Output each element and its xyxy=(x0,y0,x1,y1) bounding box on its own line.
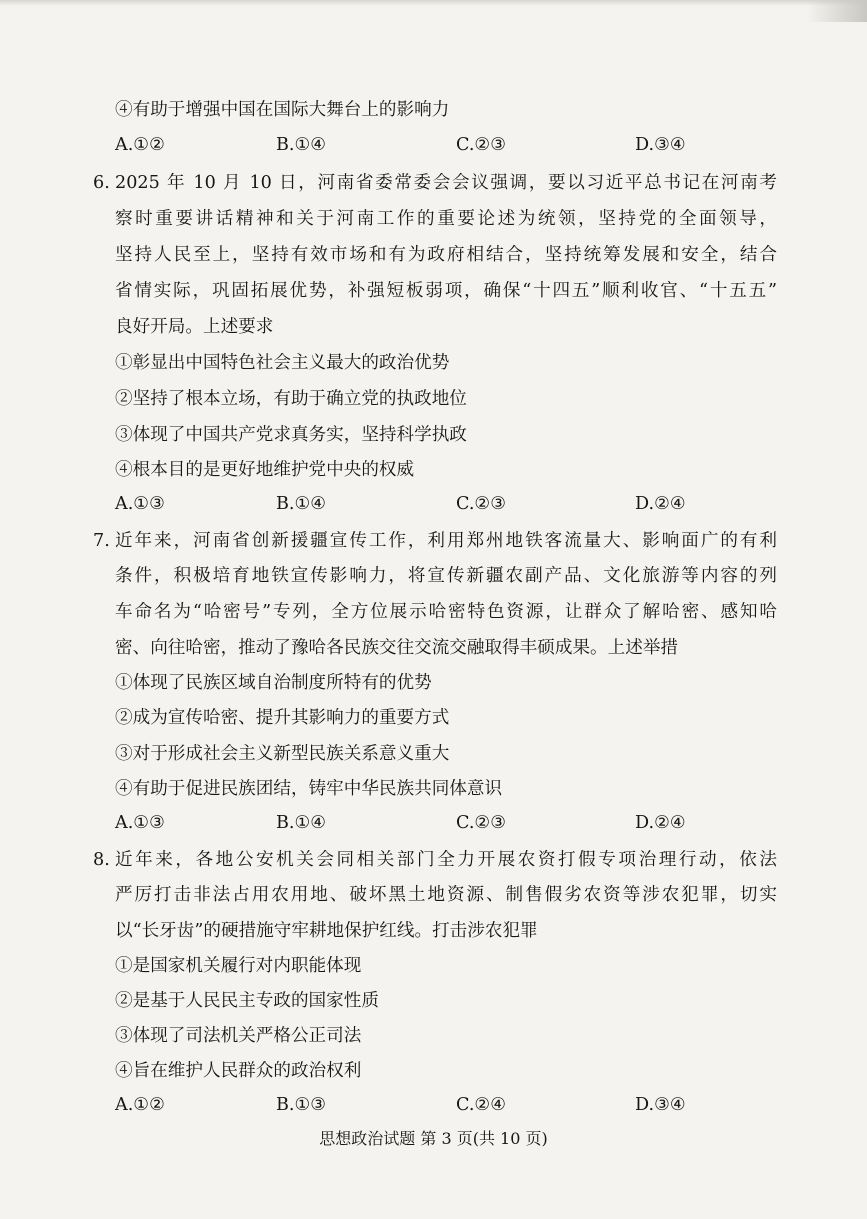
q6-stem-line-3: 坚持人民至上，坚持有效市场和有为政府相结合，坚持统筹发展和安全，结合 xyxy=(115,245,777,265)
q6-options xyxy=(115,492,715,516)
q7-statement-1: ①体现了民族区域自治制度所特有的优势 xyxy=(115,673,432,693)
q7-number: 7. xyxy=(93,531,110,551)
q8-stem-line-3: 以“长牙齿”的硬措施守牢耕地保护红线。打击涉农犯罪 xyxy=(115,921,538,941)
q6-stem-line-1: 2025 年 10 月 10 日，河南省委常委会会议强调，要以习近平总书记在河南考 xyxy=(115,173,777,193)
q7-option-d: D.②④ xyxy=(635,813,686,833)
q8-option-b: B.①③ xyxy=(276,1095,327,1115)
q8-option-a: A.①② xyxy=(115,1095,165,1115)
q7-stem-line-1: 近年来，河南省创新援疆宣传工作，利用郑州地铁客流量大、影响面广的有利 xyxy=(115,531,777,551)
q6-statement-3: ③体现了中国共产党求真务实，坚持科学执政 xyxy=(115,425,467,445)
q7-stem-line-4: 密、向往哈密，推动了豫哈各民族交往交流交融取得丰硕成果。上述举措 xyxy=(115,638,679,658)
q7-statement-4: ④有助于促进民族团结，铸牢中华民族共同体意识 xyxy=(115,779,503,799)
q8-option-c: C.②④ xyxy=(456,1095,506,1115)
q5-statement-4: ④有助于增强中国在国际大舞台上的影响力 xyxy=(115,100,450,120)
q8-statement-2: ②是基于人民民主专政的国家性质 xyxy=(115,991,379,1011)
q8-option-d: D.③④ xyxy=(635,1095,686,1115)
q7-option-a: A.①③ xyxy=(115,813,165,833)
q6-option-c: C.②③ xyxy=(456,494,506,514)
q6-statement-2: ②坚持了根本立场，有助于确立党的执政地位 xyxy=(115,389,467,409)
q7-statement-2: ②成为宣传哈密、提升其影响力的重要方式 xyxy=(115,708,450,728)
q6-number: 6. xyxy=(93,173,110,193)
q5-option-b: B.①④ xyxy=(276,135,327,155)
q6-statement-1: ①彰显出中国特色社会主义最大的政治优势 xyxy=(115,353,450,373)
q5-option-a: A.①② xyxy=(115,135,165,155)
q8-statement-4: ④旨在维护人民群众的政治权利 xyxy=(115,1061,362,1081)
q8-number: 8. xyxy=(93,850,110,870)
q5-option-c: C.②③ xyxy=(456,135,506,155)
q7-options xyxy=(115,811,715,835)
q8-options xyxy=(115,1093,715,1117)
q7-stem-line-2: 条件，积极培育地铁宣传影响力，将宣传新疆农副产品、文化旅游等内容的列 xyxy=(115,566,777,586)
q6-option-b: B.①④ xyxy=(276,494,327,514)
q6-option-d: D.②④ xyxy=(635,494,686,514)
q6-stem-line-2: 察时重要讲话精神和关于河南工作的重要论述为统领，坚持党的全面领导， xyxy=(115,209,777,229)
q6-option-a: A.①③ xyxy=(115,494,165,514)
q7-statement-3: ③对于形成社会主义新型民族关系意义重大 xyxy=(115,744,450,764)
q6-stem-line-4: 省情实际，巩固拓展优势，补强短板弱项，确保“十四五”顺利收官、“十五五” xyxy=(115,281,777,301)
q8-stem-line-1: 近年来，各地公安机关会同相关部门全力开展农资打假专项治理行动，依法 xyxy=(115,850,777,870)
q7-option-c: C.②③ xyxy=(456,813,506,833)
q6-statement-4: ④根本目的是更好地维护党中央的权威 xyxy=(115,460,415,480)
page-footer: 思想政治试题 第 3 页(共 10 页) xyxy=(319,1129,548,1148)
q6-stem-line-5: 良好开局。上述要求 xyxy=(115,317,274,337)
q5-options xyxy=(115,133,715,157)
q8-stem-line-2: 严厉打击非法占用农用地、破坏黑土地资源、制售假劣农资等涉农犯罪，切实 xyxy=(115,885,777,905)
q5-option-d: D.③④ xyxy=(635,135,686,155)
q7-stem-line-3: 车命名为“哈密号”专列，全方位展示哈密特色资源，让群众了解哈密、感知哈 xyxy=(115,602,777,622)
q8-statement-3: ③体现了司法机关严格公正司法 xyxy=(115,1026,362,1046)
q7-option-b: B.①④ xyxy=(276,813,327,833)
q8-statement-1: ①是国家机关履行对内职能体现 xyxy=(115,956,362,976)
